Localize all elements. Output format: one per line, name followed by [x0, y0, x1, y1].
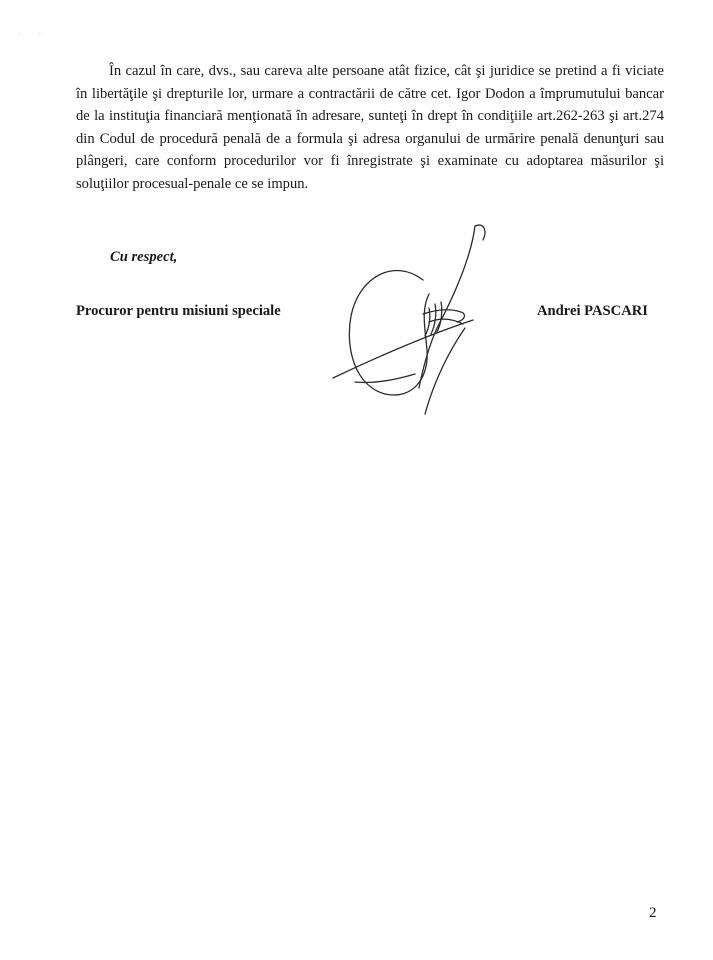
scan-marks: · · [18, 30, 50, 39]
closing-salutation: Cu respect, [110, 249, 178, 265]
signatory-title: Procuror pentru misiuni speciale [76, 303, 281, 319]
page-number: 2 [649, 905, 657, 921]
body-paragraph: În cazul în care, dvs., sau careva alte persoane atât fizice, cât şi juridice se pretind a fi viciate în libertăţile şi drepturile lor, urmare a contractării de către cet. Igor Dodon a împrumutului bancar de la instituţia financiară menţionată în adresare, sunteţi în drept în condiţiile art.262-263 şi art.274 din Codul de procedură penală de a formula şi adresa organului de urmărire penală denunţuri sau plângeri, care conform procedurilor vor fi înregistrate şi examinate cu adoptarea măsurilor şi soluţiilor procesual-penale ce se impun. [76, 63, 664, 192]
signatory-name: Andrei PASCARI [537, 303, 648, 319]
signature-icon [325, 218, 495, 418]
